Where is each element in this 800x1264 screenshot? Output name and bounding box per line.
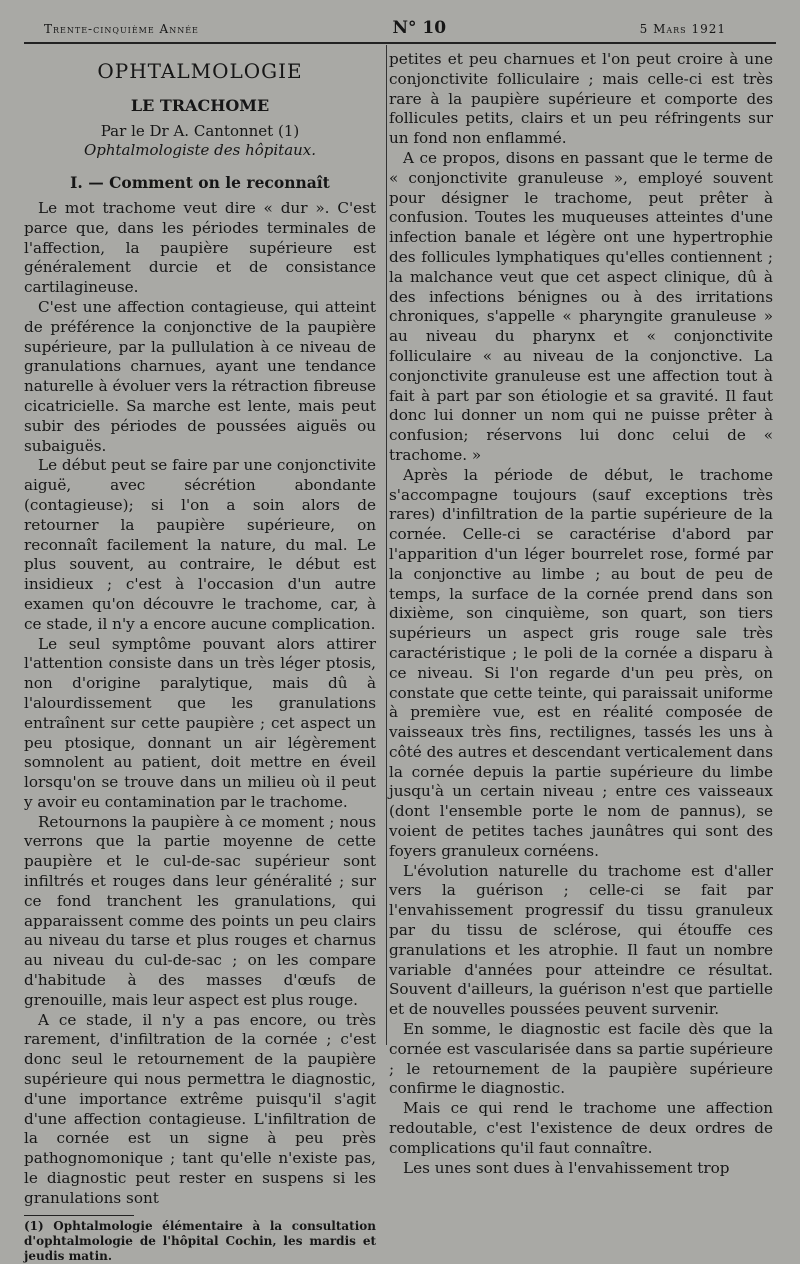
paragraph: Le seul symptôme pouvant alors attirer l'attention consiste dans un très léger ptosis, non d'origine paralytique, mais dû à l'alourdissement que les granulations entraînent sur cette paupière ; cet aspect un peu ptosique, donnant un air légèrement somnolent au patient, doit mettre en éveil lorsqu'on se trouve dans un milieu où il peut y avoir eu contamination par le trachome. [24, 634, 376, 811]
paragraph: petites et peu charnues et l'on peut croire à une conjonctivite folliculaire ; mais celle-ci est très rare à la paupière supérieure et comporte des follicules petits, clairs et un peu réfringents sur un fond non enflammé. [389, 50, 773, 148]
right-column [389, 50, 773, 1178]
article-author: Par le Dr A. Cantonnet (1) [100, 121, 300, 140]
header-rule [24, 42, 776, 44]
header-date: 5 Mars 1921 [639, 22, 726, 36]
footnote: (1) Ophtalmologie élémentaire à la consultation d'ophtalmologie de l'hôpital Cochin, les mardis et jeudis matin. [24, 1218, 376, 1263]
page-header [44, 18, 726, 40]
paragraph: Les unes sont dues à l'envahissement trop [403, 1158, 730, 1177]
paragraph: Le début peut se faire par une conjonctivite aiguë, avec sécrétion abondante (contagieuse); si l'on a soin alors de retourner la paupière supérieure, on reconnaît facilement la nature, du mal. Le plus souvent, au contraire, le début est insidieux ; c'est à l'occasion d'un autre examen qu'on découvre le trachome, car, à ce stade, il n'y a encore aucune complication. [24, 456, 376, 633]
paragraph: Après la période de début, le trachome s'accompagne toujours (sauf exceptions très rares) d'infiltration de la partie supérieure de la cornée. Celle-ci se caractérise d'abord par l'apparition d'un léger bourrelet rose, formé par la conjonctive au limbe ; au bout de peu de temps, la surface de la cornée prend dans son dixième, son cinquième, son quart, son tiers supérieurs un aspect gris rouge sale très caractéristique ; le poli de la cornée a disparu à ce niveau. Si l'on regarde d'un peu près, on constate que cette teinte, qui paraissait uniforme à première vue, est en réalité composée de vaisseaux très fins, rectilignes, tassés les uns à côté des autres et descendant verticalement dans la cornée depuis la partie supérieure du limbe jusqu'à un certain niveau ; entre ces vaisseaux (dont l'ensemble porte le nom de pannus), se voient de petites taches jaunâtres qui sont des foyers granuleux cornéens. [389, 465, 773, 860]
author-role: Ophtalmologiste des hôpitaux. [83, 141, 317, 160]
paragraph: A ce stade, il n'y a pas encore, ou très rarement, d'infiltration de la cornée ; c'est donc seul le retournement de la paupière supérieure qui nous permettra le diagnostic, d'une importance extrême puisqu'il s'agit d'une affection contagieuse. L'infiltration de la cornée est un signe à peu près pathognomonique ; tant qu'elle n'existe pas, le diagnostic peut rester en suspens si les granulations sont [24, 1010, 376, 1207]
paragraph: A ce propos, disons en passant que le terme de « conjonctivite granuleuse », employé souvent pour désigner le trachome, peut prêter à confusion. Toutes les muqueuses atteintes d'une infection banale et légère ont une hypertrophie des follicules lymphatiques qu'elles contiennent ; la malchance veut que cet aspect clinique, dû à des infections bénignes ou à des irritations chroniques, s'appelle « pharyngite granuleuse » au niveau du pharynx et « conjonctivite folliculaire « au niveau de la conjonctive. La conjonctivite granuleuse est une affection tout à fait à part par son étiologie et sa gravité. Il faut donc lui donner un nom qui ne puisse prêter à confusion; réservons lui donc celui de « trachome. » [389, 148, 773, 464]
column-divider [386, 45, 387, 1045]
rubric-title: OPHTALMOLOGIE [97, 59, 303, 83]
paragraph: En somme, le diagnostic est facile dès que la cornée est vascularisée dans sa partie supérieure ; le retournement de la paupière supérieure confirme le diagnostic. [389, 1020, 773, 1098]
paragraph: C'est une affection contagieuse, qui atteint de préférence la conjonctive de la paupière supérieure, par la pullulation à ce niveau de granulations charnues, ayant une tendance naturelle à évoluer vers la rétraction fibreuse cicatricielle. Sa marche est lente, mais peut subir des périodes de poussées aiguës ou subaiguës. [24, 297, 376, 455]
header-volume: Trente-cinquième Année [44, 22, 199, 36]
paragraph: Mais ce qui rend le trachome une affection redoutable, c'est l'existence de deux ordres de complications qu'il faut connaître. [389, 1099, 773, 1157]
paragraph: Retournons la paupière à ce moment ; nous verrons que la partie moyenne de cette paupière et le cul-de-sac supérieur sont infiltrés et rouges dans leur généralité ; sur ce fond tranchent les granulations, qui apparaissent comme des points un peu clairs au niveau du tarse et plus rouges et charnus au niveau du cul-de-sac ; on les compare d'habitude à des masses d'œufs de grenouille, mais leur aspect est plus rouge. [24, 812, 376, 1009]
footnote-rule [24, 1215, 134, 1216]
header-issue-number: N° 10 [392, 18, 447, 38]
section-heading: I. — Comment on le reconnaît [70, 173, 330, 193]
article-title: LE TRACHOME [130, 95, 270, 115]
paragraph: L'évolution naturelle du trachome est d'aller vers la guérison ; celle-ci se fait par l'envahissement progressif du tissu granuleux par du tissu de sclérose, qui étouffe ces granulations et les atrophie. Il faut un nombre variable d'années pour atteindre ce résultat. Souvent d'ailleurs, la guérison n'est que partielle et de nouvelles poussées peuvent survenir. [389, 861, 773, 1019]
paragraph: Le mot trachome veut dire « dur ». C'est parce que, dans les périodes terminales de l'affection, la paupière supérieure est généralement durcie et de consistance cartilagineuse. [24, 198, 376, 297]
left-column [24, 58, 376, 1264]
